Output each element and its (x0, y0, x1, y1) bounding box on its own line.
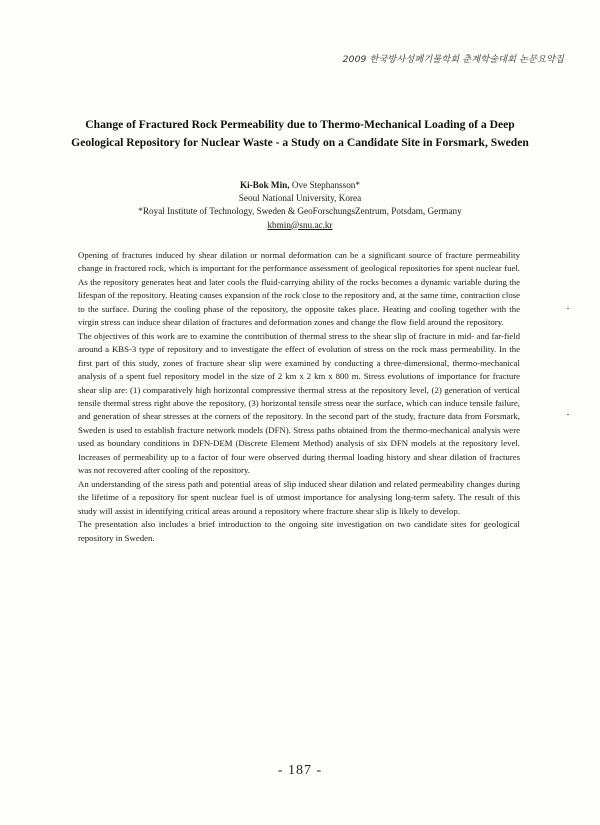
affiliation-1: Seoul National University, Korea (238, 193, 362, 204)
scan-mark (567, 308, 569, 309)
abstract-body (78, 249, 520, 545)
author-names (100, 179, 500, 192)
main-author: Ki-Bok Min, (240, 180, 290, 190)
paper-title: Change of Fractured Rock Permeability due to Thermo-Mechanical Loading of a Deep Geological Repository for Nuclear Waste - a Study on a Candidate Site in Forsmark, Sweden (71, 118, 529, 149)
abstract-paragraph-1: Opening of fractures induced by shear dilation or normal deformation can be a significant source of fracture permeability change in fractured rock, which is important for the performance assessment of geological repositories for spent nuclear fuel. As the repository generates heat and later cools the fluid-carrying ability of the rocks becomes a dynamic variable during the lifespan of the repository. Heating causes expansion of the rock close to the repository and, at the same time, contraction close to the surface. During the cooling phase of the repository, the opposite takes place. Heating and cooling together with the virgin stress can induce shear dilation of fractures and deformation zones and change the flow field around the repository. (78, 250, 520, 328)
abstract-paragraph-3: An understanding of the stress path and potential areas of slip induced shear dilation and related permeability changes during the lifetime of a repository for spent nuclear fuel is of utmost importance for analysing long-term safety. The result of this study will assist in identifying critical areas around a repository where fracture shear slip is likely to develop. (78, 478, 520, 516)
abstract-paragraph-4: The presentation also includes a brief introduction to the ongoing site investigation on two candidate sites for geological repository in Sweden. (78, 519, 520, 543)
abstract-paragraph-2: The objectives of this work are to examine the contribution of thermal stress to the shear slip of fracture in mid- and far-field around a KBS-3 type of repository and to investigate the effect of evolution of stress on the rock mass permeability. In the first part of this study, zones of fracture shear slip were examined by conducting a three-dimensional, thermo-mechanical analysis of a spent fuel repository model in the size of 2 km x 2 km x 800 m. Stress evolutions of importance for fracture shear slip are: (1) comparatively high horizontal compressive thermal stress at the repository level, (2) generation of vertical tensile thermal stress right above the repository, (3) horizontal tensile stress near the surface, which can induce tensile failure, and generation of shear stresses at the corners of the repository. In the second part of the study, fracture data from Forsmark, Sweden is used to establish fracture network models (DFN). Stress paths obtained from the thermo-mechanical analysis were used as boundary conditions in DFN-DEM (Discrete Element Method) analysis of six DFN models at the repository level. Increases of permeability up to a factor of four were observed during thermal loading history and shear dilation of fractures was not recovered after cooling of the repository. (78, 330, 520, 476)
co-author: Ove Stephansson* (289, 180, 360, 190)
author-block (100, 179, 500, 232)
affiliation-2: *Royal Institute of Technology, Sweden & GeoForschungsZentrum, Potsdam, Germany (138, 206, 462, 217)
scan-mark (567, 414, 569, 415)
running-header: 2009 한국방사성폐기물학회 춘계학술대회 논문요약집 (342, 54, 564, 65)
page-number: - 187 - (277, 763, 323, 778)
author-email[interactable]: kbmin@snu.ac.kr (267, 219, 333, 230)
